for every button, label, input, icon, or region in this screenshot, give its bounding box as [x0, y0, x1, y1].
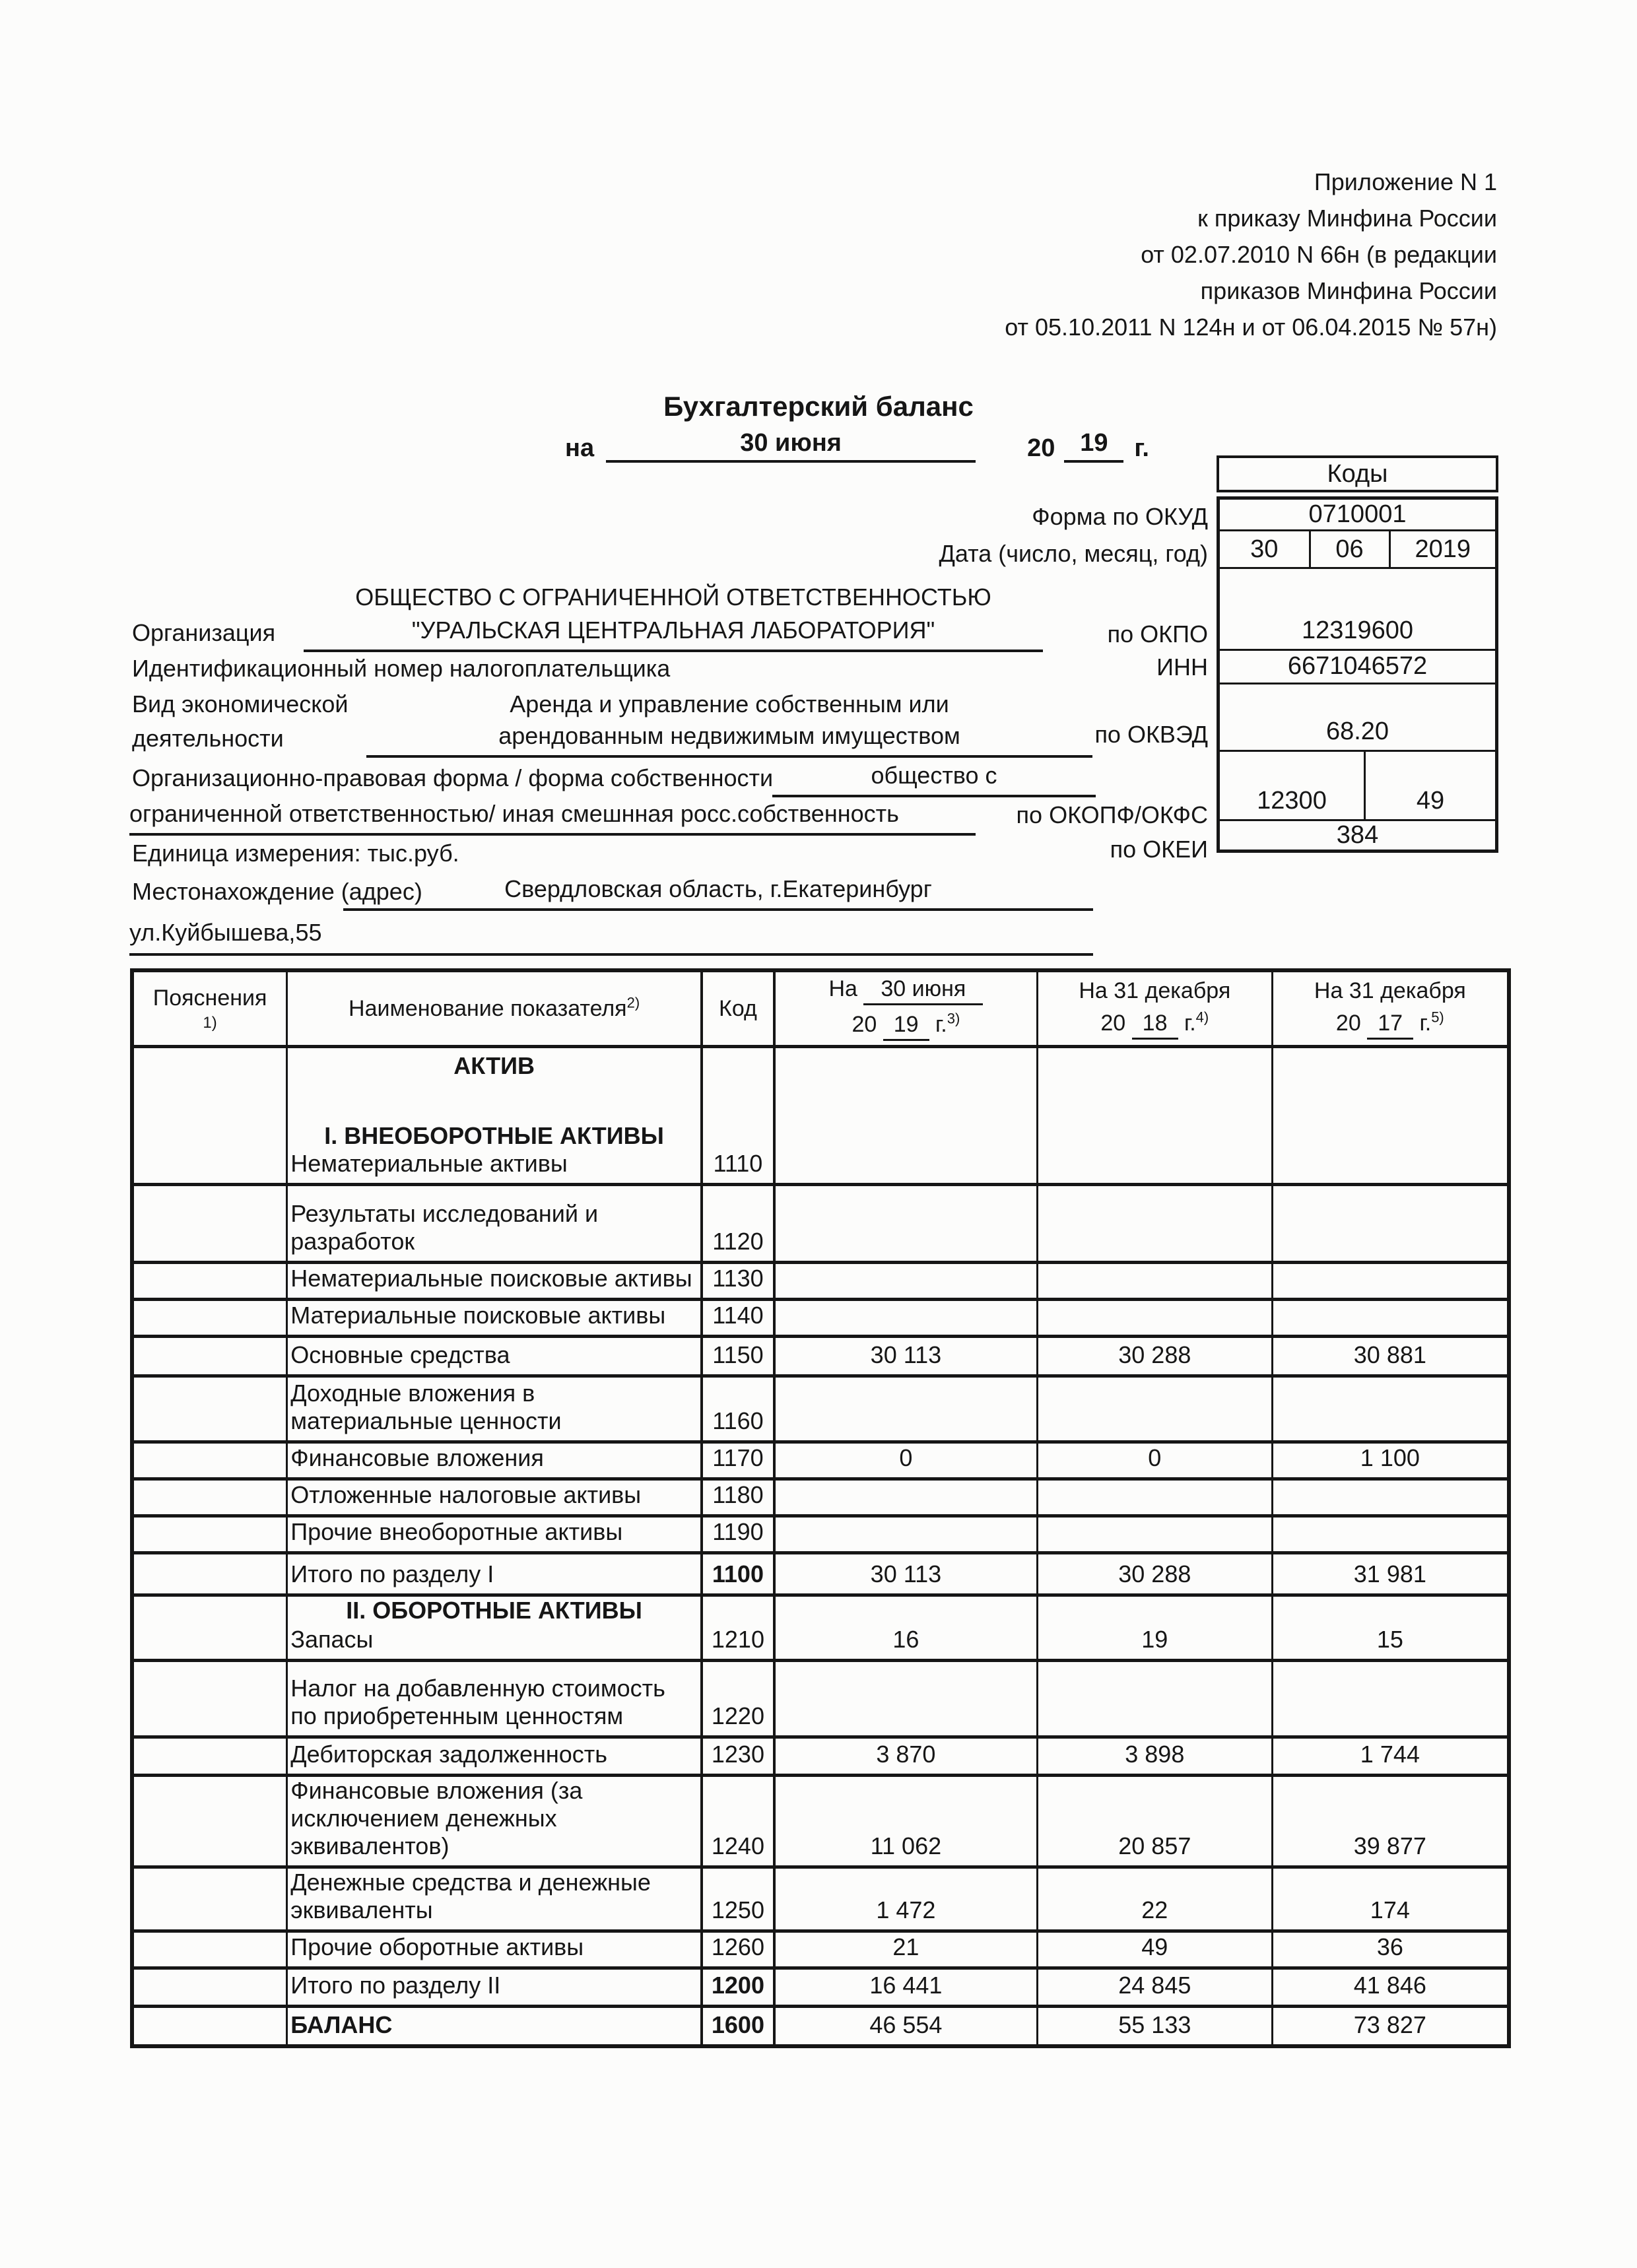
date-century: 20: [1027, 434, 1055, 462]
inn-label: ИНН: [1156, 653, 1208, 681]
okopf-label: по ОКОПФ/ОКФС: [1016, 801, 1208, 828]
value-2017-cell: [1272, 1376, 1509, 1442]
value-2018-cell: [1037, 1376, 1272, 1442]
code-cell: 1140: [702, 1300, 774, 1337]
value-2019-cell: 30 113: [774, 1553, 1038, 1595]
value-2019-cell: [774, 1185, 1038, 1263]
col-header-period3: [1272, 970, 1509, 1047]
taxpayer-id-label: Идентификационный номер налогоплательщика: [132, 655, 671, 682]
code-cell: 1230: [702, 1737, 774, 1776]
explanations-cell: [132, 1479, 287, 1516]
code-cell: 1260: [702, 1931, 774, 1968]
row-name: Финансовые вложения: [287, 1442, 702, 1479]
explanations-cell: [132, 2007, 287, 2046]
explanations-cell: [132, 1553, 287, 1595]
value-2017-cell: [1272, 1516, 1509, 1553]
code-cell: 1190: [702, 1516, 774, 1553]
aktiv-section-header: АКТИВ: [453, 1052, 535, 1079]
row-name: Нематериальные поисковые активы: [287, 1263, 702, 1300]
regulation-note-line: приказов Минфина России: [1200, 277, 1497, 304]
value-2017-cell: 73 827: [1272, 2007, 1509, 2046]
col-header-period2: [1037, 970, 1272, 1047]
section2-header: II. ОБОРОТНЫЕ АКТИВЫ: [346, 1597, 642, 1624]
value-2019-cell: 3 870: [774, 1737, 1038, 1776]
code-cell: 1160: [702, 1376, 774, 1442]
okopf-okfs-row: [1220, 752, 1495, 821]
value-2017-cell: [1272, 1263, 1509, 1300]
table-row: [132, 1047, 1509, 1185]
value-2018-cell: 30 288: [1037, 1337, 1272, 1376]
legal-form-value-line2: ограниченной ответственностью/ иная смешнная росс.собственность: [129, 800, 976, 836]
date-month-cell: 06: [1311, 531, 1391, 568]
legal-form-value-line1: общество с: [772, 762, 1096, 797]
codes-header-label: Коды: [1327, 459, 1388, 488]
explanations-cell: [132, 1776, 287, 1867]
row-name: Итого по разделу II: [287, 1968, 702, 2007]
explanations-cell: [132, 1968, 287, 2007]
value-2019-cell: 21: [774, 1931, 1038, 1968]
period2-century: 20: [1100, 1010, 1126, 1036]
location-value-line2: ул.Куйбышева,55: [129, 919, 1093, 956]
period1-footnote: 3): [947, 1010, 960, 1027]
value-2019-cell: 30 113: [774, 1337, 1038, 1376]
period1-suffix: г.: [935, 1012, 947, 1037]
section1-header: I. ВНЕОБОРОТНЫЕ АКТИВЫ: [324, 1122, 664, 1149]
value-2018-cell: 19: [1037, 1595, 1272, 1661]
explanations-cell: [132, 1185, 287, 1263]
date-code-row: [1220, 531, 1495, 570]
row-name: Итого по разделу I: [287, 1553, 702, 1595]
value-2017-cell: 1 744: [1272, 1737, 1509, 1776]
table-row: [132, 1185, 1509, 1263]
code-cell: 1170: [702, 1442, 774, 1479]
value-2017-cell: 30 881: [1272, 1337, 1509, 1376]
row-name: Основные средства: [287, 1337, 702, 1376]
regulation-note: [1005, 164, 1497, 345]
value-2019-cell: 46 554: [774, 2007, 1038, 2046]
row-name: Налог на добавленную стоимость по приобретенным ценностям: [287, 1661, 702, 1737]
explanations-cell: [132, 1737, 287, 1776]
value-2017-cell: 15: [1272, 1595, 1509, 1661]
period1-century: 20: [852, 1012, 877, 1037]
value-2018-cell: 24 845: [1037, 1968, 1272, 2007]
period1-year: 19: [883, 1012, 929, 1041]
okud-code: 0710001: [1308, 500, 1407, 528]
period3-century: 20: [1335, 1010, 1361, 1036]
org-name-line1: ОБЩЕСТВО С ОГРАНИЧЕННОЙ ОТВЕТСТВЕННОСТЬЮ: [355, 584, 991, 611]
okud-label: Форма по ОКУД: [1032, 503, 1208, 530]
row-name: Доходные вложения в материальные ценности: [287, 1376, 702, 1442]
code-cell: 1120: [702, 1185, 774, 1263]
explanations-cell: [132, 1931, 287, 1968]
date-suffix: г.: [1134, 434, 1149, 462]
value-2018-cell: [1037, 1661, 1272, 1737]
explanations-cell: [132, 1047, 287, 1185]
okpo-label: по ОКПО: [1107, 620, 1208, 648]
value-2017-cell: 41 846: [1272, 1968, 1509, 2007]
value-2017-cell: 36: [1272, 1931, 1509, 1968]
report-date-value: 30 июня: [606, 429, 976, 463]
explanations-cell: [132, 1516, 287, 1553]
value-2019-cell: [774, 1300, 1038, 1337]
activity-label-line1: Вид экономической: [132, 690, 349, 717]
code-label: Код: [719, 995, 757, 1021]
value-2019-cell: 1 472: [774, 1867, 1038, 1931]
legal-form-label: Организационно-правовая форма / форма собственности: [132, 764, 774, 791]
col-header-name: [287, 970, 702, 1047]
value-2019-cell: [774, 1661, 1038, 1737]
date-label: Дата (число, месяц, год): [939, 540, 1208, 567]
explanations-cell: [132, 1867, 287, 1931]
table-row-total-section1: [132, 1553, 1509, 1595]
value-2017-cell: [1272, 1300, 1509, 1337]
value-2017-cell: 174: [1272, 1867, 1509, 1931]
okfs-code-cell: 49: [1416, 787, 1445, 815]
regulation-note-line: от 02.07.2010 N 66н (в редакции: [1141, 241, 1497, 268]
value-2017-cell: [1272, 1479, 1509, 1516]
explanations-label: Пояснения: [152, 985, 267, 1011]
location-value-line1: Свердловская область, г.Екатеринбург: [343, 875, 1093, 911]
table-row: [132, 1931, 1509, 1968]
okved-code-cell: [1220, 684, 1495, 751]
row-name: БАЛАНС: [287, 2007, 702, 2046]
explanations-cell: [132, 1300, 287, 1337]
code-cell: 1200: [702, 1968, 774, 2007]
regulation-note-line: Приложение N 1: [1314, 168, 1497, 195]
explanations-footnote: 1): [203, 1013, 217, 1032]
value-2018-cell: 3 898: [1037, 1737, 1272, 1776]
table-row-total-section2: [132, 1968, 1509, 2007]
value-2018-cell: 0: [1037, 1442, 1272, 1479]
explanations-cell: [132, 1376, 287, 1442]
table-row: [132, 1376, 1509, 1442]
date-year-cell: 2019: [1415, 535, 1471, 563]
balance-table: [130, 968, 1511, 2048]
value-2017-cell: [1272, 1185, 1509, 1263]
explanations-cell: [132, 1263, 287, 1300]
okpo-code-cell: [1220, 569, 1495, 650]
okopf-code-cell: 12300: [1220, 752, 1366, 819]
okved-code: 68.20: [1325, 717, 1389, 745]
okved-label: по ОКВЭД: [1094, 721, 1208, 748]
code-cell: 1220: [702, 1661, 774, 1737]
period3-year: 17: [1367, 1011, 1413, 1040]
value-2019-cell: 0: [774, 1442, 1038, 1479]
table-row: [132, 1776, 1509, 1867]
value-2017-cell: 1 100: [1272, 1442, 1509, 1479]
col-header-explanations: [132, 970, 287, 1047]
value-2019-cell: [774, 1516, 1038, 1553]
value-2018-cell: 49: [1037, 1931, 1272, 1968]
value-2017-cell: [1272, 1047, 1509, 1185]
org-name-line2: "УРАЛЬСКАЯ ЦЕНТРАЛЬНАЯ ЛАБОРАТОРИЯ": [304, 617, 1043, 652]
okei-code: 384: [1336, 821, 1379, 849]
value-2018-cell: [1037, 1047, 1272, 1185]
activity-value-line2: арендованным недвижимым имуществом: [366, 722, 1092, 758]
inn-code-cell: [1220, 651, 1495, 685]
explanations-cell: [132, 1595, 287, 1661]
period3-date: На 31 декабря: [1314, 978, 1466, 1003]
explanations-cell: [132, 1442, 287, 1479]
okei-label: по ОКЕИ: [1110, 836, 1208, 863]
codes-table: [1217, 496, 1498, 853]
code-cell: 1180: [702, 1479, 774, 1516]
row-name: Финансовые вложения (за исключением денежных эквивалентов): [287, 1776, 702, 1867]
period2-year: 18: [1132, 1011, 1178, 1040]
code-cell: 1100: [702, 1553, 774, 1595]
value-2018-cell: [1037, 1300, 1272, 1337]
row-name: Отложенные налоговые активы: [287, 1479, 702, 1516]
value-2018-cell: [1037, 1479, 1272, 1516]
value-2019-cell: [774, 1479, 1038, 1516]
page-title: Бухгалтерский баланс: [663, 391, 974, 422]
value-2019-cell: [774, 1263, 1038, 1300]
code-cell: 1110: [702, 1047, 774, 1185]
value-2018-cell: [1037, 1185, 1272, 1263]
table-row: [132, 1442, 1509, 1479]
value-2019-cell: 16 441: [774, 1968, 1038, 2007]
col-header-period1: [774, 970, 1038, 1047]
table-row: [132, 1263, 1509, 1300]
row-name: Запасы: [290, 1626, 374, 1653]
regulation-note-line: к приказу Минфина России: [1197, 205, 1497, 232]
row-name: Прочие оборотные активы: [287, 1931, 702, 1968]
period2-suffix: г.: [1184, 1010, 1196, 1036]
table-row: [132, 1661, 1509, 1737]
value-2018-cell: 30 288: [1037, 1553, 1272, 1595]
table-row: [132, 1737, 1509, 1776]
table-row: [132, 1595, 1509, 1661]
table-row-balance-total: [132, 2007, 1509, 2046]
regulation-note-line: от 05.10.2011 N 124н и от 06.04.2015 № 57н): [1005, 314, 1497, 341]
value-2019-cell: 16: [774, 1595, 1038, 1661]
value-2017-cell: 31 981: [1272, 1553, 1509, 1595]
name-label: Наименование показателя: [349, 995, 627, 1021]
value-2017-cell: [1272, 1661, 1509, 1737]
row-name: Прочие внеоборотные активы: [287, 1516, 702, 1553]
value-2018-cell: [1037, 1263, 1272, 1300]
measurement-unit-label: Единица измерения: тыс.руб.: [132, 840, 459, 867]
value-2019-cell: 11 062: [774, 1776, 1038, 1867]
code-cell: 1130: [702, 1263, 774, 1300]
report-date-line: [565, 429, 1149, 463]
explanations-cell: [132, 1661, 287, 1737]
code-cell: 1150: [702, 1337, 774, 1376]
row-name: Нематериальные активы: [290, 1150, 568, 1177]
col-header-code: [702, 970, 774, 1047]
inn-code: 6671046572: [1287, 652, 1428, 681]
code-cell: 1600: [702, 2007, 774, 2046]
code-cell: 1240: [702, 1776, 774, 1867]
table-row: [132, 1516, 1509, 1553]
row-name: Денежные средства и денежные эквиваленты: [287, 1867, 702, 1931]
codes-header-box: [1217, 455, 1498, 492]
date-year: 19: [1064, 429, 1123, 463]
table-row: [132, 1479, 1509, 1516]
table-row: [132, 1300, 1509, 1337]
period1-date: 30 июня: [863, 976, 983, 1005]
value-2019-cell: [774, 1376, 1038, 1442]
okei-code-cell: [1220, 821, 1495, 850]
location-label: Местонахождение (адрес): [132, 878, 422, 905]
row-name: Дебиторская задолженность: [287, 1737, 702, 1776]
row-name: Результаты исследований и разработок: [287, 1185, 702, 1263]
value-2018-cell: 20 857: [1037, 1776, 1272, 1867]
value-2018-cell: 55 133: [1037, 2007, 1272, 2046]
value-2018-cell: 22: [1037, 1867, 1272, 1931]
value-2018-cell: [1037, 1516, 1272, 1553]
explanations-cell: [132, 1337, 287, 1376]
code-cell: 1250: [702, 1867, 774, 1931]
org-field-label: Организация: [132, 619, 276, 646]
okpo-code: 12319600: [1301, 616, 1414, 644]
value-2017-cell: 39 877: [1272, 1776, 1509, 1867]
table-row: [132, 1867, 1509, 1931]
date-prefix: на: [565, 434, 595, 462]
name-cell: [287, 1595, 702, 1661]
name-cell: [287, 1047, 702, 1185]
period3-footnote: 5): [1431, 1009, 1444, 1026]
period3-suffix: г.: [1419, 1010, 1432, 1036]
value-2019-cell: [774, 1047, 1038, 1185]
table-row: [132, 1337, 1509, 1376]
table-header-row: [132, 970, 1509, 1047]
period2-date: На 31 декабря: [1079, 978, 1231, 1003]
code-cell: 1210: [702, 1595, 774, 1661]
name-footnote: 2): [626, 994, 640, 1011]
activity-value-line1: Аренда и управление собственным или: [510, 690, 949, 717]
date-day-cell: 30: [1220, 531, 1311, 568]
period2-footnote: 4): [1195, 1009, 1209, 1026]
period1-prefix: На: [828, 976, 857, 1001]
okud-code-cell: [1220, 500, 1495, 531]
activity-label-line2: деятельности: [132, 725, 284, 752]
row-name: Материальные поисковые активы: [287, 1300, 702, 1337]
